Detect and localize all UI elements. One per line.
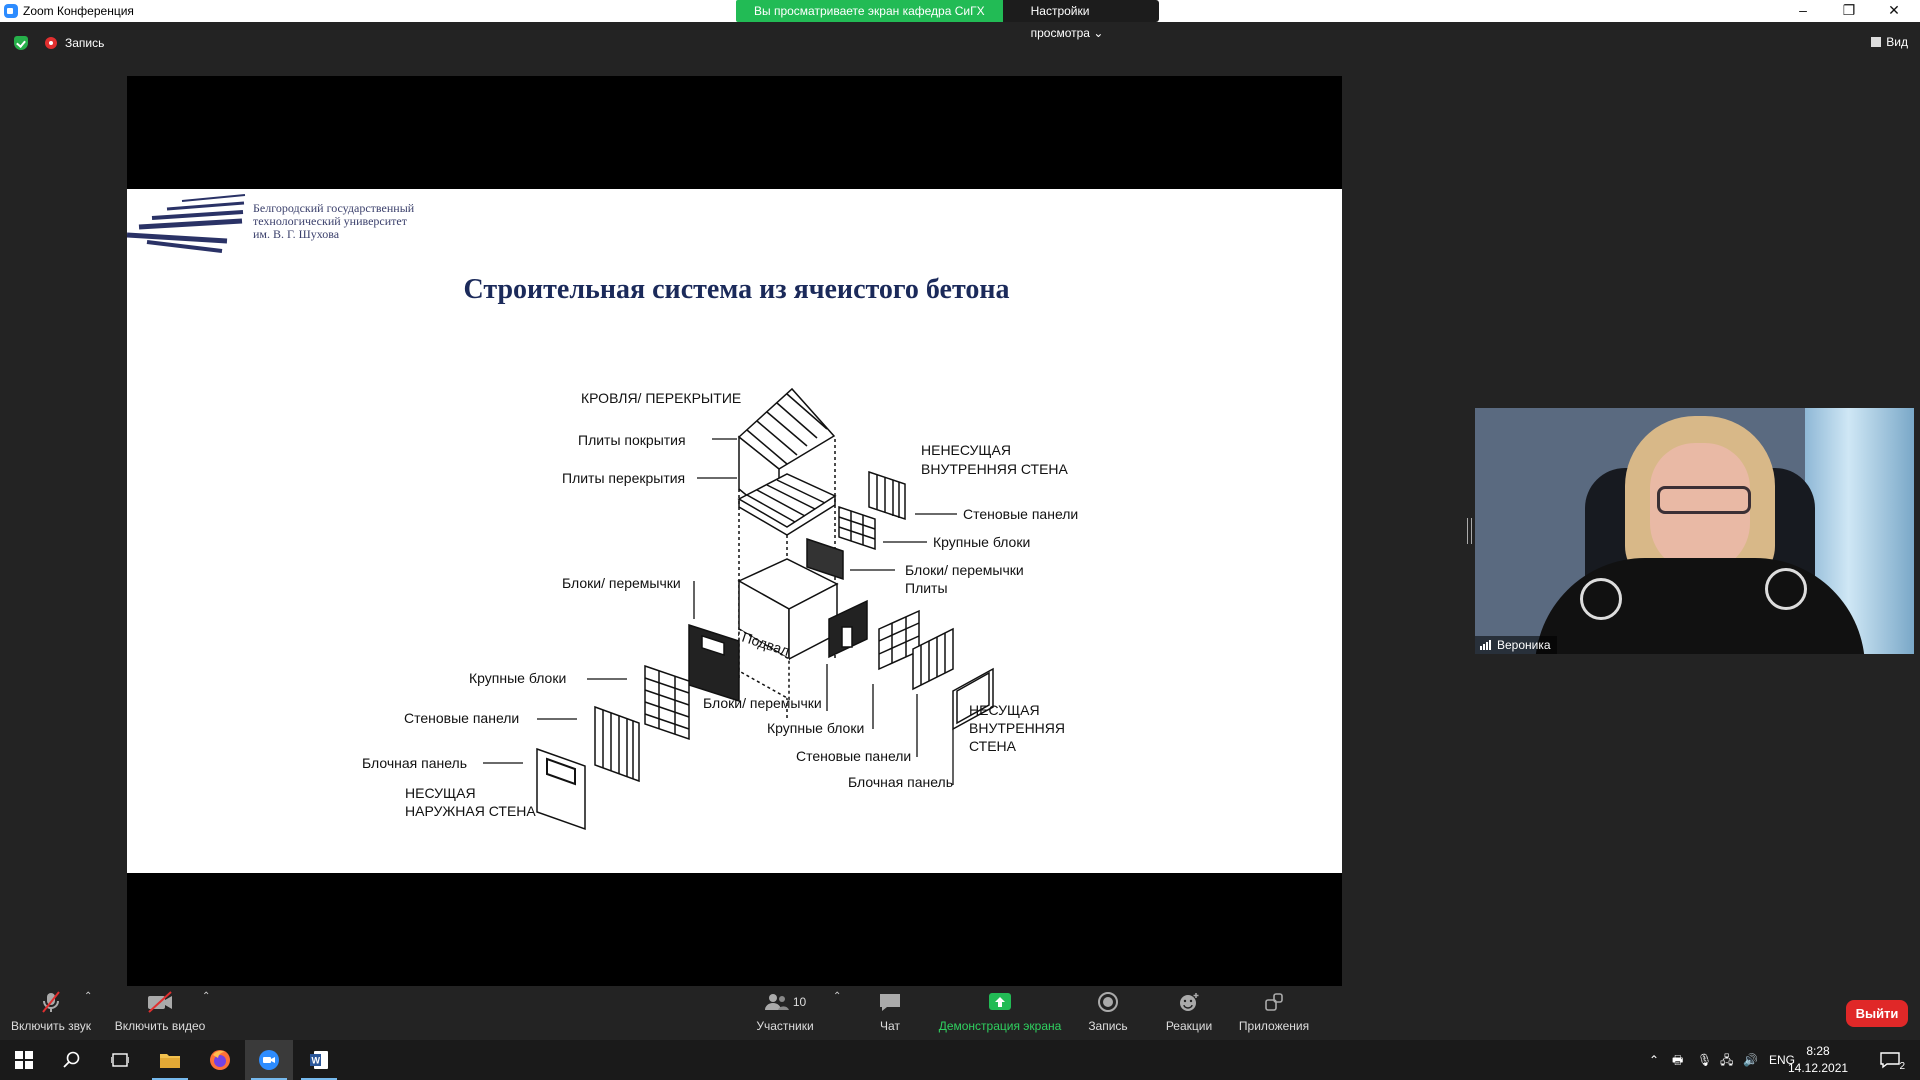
start-video-button[interactable] [112,988,211,1040]
share-screen-button[interactable] [933,988,1067,1040]
security-shield-icon[interactable] [14,36,28,50]
taskbar-file-explorer[interactable] [146,1040,194,1080]
printer-icon[interactable]: 🖶 [1672,1053,1684,1067]
firefox-icon [209,1049,231,1071]
zoom-app-icon [4,4,18,18]
shirt-pattern [1765,568,1807,610]
shirt-pattern [1580,578,1622,620]
label-blocks-lintels-bottom: Блоки/ перемычки [703,695,822,711]
grid-view-icon [1871,37,1881,47]
reactions-button[interactable] [1160,988,1218,1040]
block-panel-left-drawing [537,749,585,829]
label-floor-slabs: Плиты перекрытия [562,470,686,486]
zoom-icon [258,1049,280,1071]
share-banner [736,0,1159,40]
apps-icon [1263,991,1285,1013]
label-bearing-ext-1: НЕСУЩАЯ [405,785,476,801]
label-large-blocks-right: Крупные блоки [933,534,1031,550]
window-title: Zoom Конференция [23,4,134,18]
show-hidden-icons-chevron-icon[interactable]: ⌃ [1649,1053,1660,1067]
volume-icon[interactable]: 🔊 [1743,1053,1758,1067]
basement-drawing [739,559,837,699]
camera-off-icon [146,991,174,1013]
taskbar-word[interactable] [295,1040,343,1080]
folder-icon [159,1051,181,1069]
word-icon [308,1049,330,1071]
restore-icon[interactable]: ❐ [1842,2,1856,18]
label-wall-panels-bottom: Стеновые панели [796,748,912,764]
university-line-3: им. В. Г. Шухова [253,227,340,241]
label-nonbearing-2: ВНУТРЕННЯЯ СТЕНА [921,461,1068,477]
label-wall-panels-right: Стеновые панели [963,506,1079,522]
record-button[interactable] [1080,988,1136,1040]
label-wall-panels-left: Стеновые панели [404,710,520,726]
participants-icon [764,992,790,1012]
audio-options-chevron-icon[interactable]: ⌃ [84,991,93,1002]
participants-chevron-icon[interactable]: ⌃ [833,991,842,1002]
label-nonbearing-1: НЕНЕСУЩАЯ [921,442,1012,458]
view-label: Вид [1886,35,1908,49]
close-icon[interactable]: ✕ [1888,2,1900,18]
start-button[interactable] [0,1040,48,1080]
large-block-left-drawing [645,666,689,739]
label-bearing-int-2: ВНУТРЕННЯЯ [969,720,1066,736]
task-view-button[interactable] [96,1040,144,1080]
label-large-blocks-bottom: Крупные блоки [767,720,865,736]
university-line-2: технологический университет [253,214,407,228]
start-video-label: Включить видео [114,1019,206,1033]
share-screen-icon [987,991,1013,1013]
clock-time: 8:28 [1806,1044,1830,1058]
label-block-panel-bottom: Блочная панель [848,774,953,790]
notification-icon [1880,1051,1900,1069]
label-blocks-lintels-left: Блоки/ перемычки [562,575,681,591]
recording-label[interactable]: Запись [65,36,105,50]
share-screen-label: Демонстрация экрана [938,1019,1062,1033]
wall-panel-top-drawing [869,472,905,519]
large-block-top-drawing [839,507,875,549]
system-clock[interactable] [1788,1043,1848,1077]
notification-count: 2 [1899,1061,1905,1072]
participants-button[interactable] [750,988,820,1040]
participants-label: Участники [756,1019,814,1033]
notifications-button[interactable] [1866,1040,1914,1080]
presentation-slide [127,189,1342,873]
minimize-icon[interactable]: – [1799,2,1807,18]
windows-logo-icon [15,1051,33,1069]
label-bearing-int-1: НЕСУЩАЯ [969,702,1040,718]
unmute-button[interactable] [8,988,94,1040]
windows-taskbar [0,1040,1920,1080]
view-settings-dropdown[interactable] [1003,0,1159,40]
microphone-tray-icon[interactable]: 🎙 [1697,1053,1713,1067]
record-label: Запись [1088,1019,1128,1033]
leave-meeting-button[interactable]: Выйти [1846,1000,1908,1027]
wall-panel-left-drawing [595,707,639,781]
video-glasses [1657,486,1751,514]
chat-button[interactable] [860,988,920,1040]
signal-strength-icon [1480,640,1492,650]
recording-icon[interactable] [45,37,57,49]
block-with-window-drawing [689,625,739,701]
label-roof: КРОВЛЯ/ ПЕРЕКРЫТИЕ [581,390,742,406]
participant-name: Вероника [1497,638,1551,652]
participant-video[interactable] [1475,408,1914,654]
search-button[interactable] [48,1040,96,1080]
label-large-blocks-left: Крупные блоки [469,670,567,686]
window-title-bar [0,0,1920,40]
label-block-panel-left: Блочная панель [362,755,467,771]
unmute-label: Включить звук [10,1019,92,1033]
label-bearing-int-3: СТЕНА [969,738,1016,754]
chat-label: Чат [880,1019,900,1033]
record-icon [1097,991,1119,1013]
label-bearing-ext-2: НАРУЖНАЯ СТЕНА [405,803,536,819]
apps-label: Приложения [1238,1019,1310,1033]
meeting-toolbar [0,988,1920,1040]
view-settings-label: Настройки просмотра [1030,4,1090,40]
label-slabs-right: Плиты [905,580,948,596]
label-blocks-lintels-right: Блоки/ перемычки [905,562,1024,578]
svg-text:W: W [311,1055,320,1066]
microphone-muted-icon [39,990,63,1014]
view-button[interactable] [1871,35,1908,49]
task-view-icon [111,1051,129,1069]
label-basement: Подвал [740,628,792,659]
share-banner-text: Вы просматриваете экран кафедра СиГХ [736,0,1003,22]
emoji-reaction-icon [1177,991,1201,1013]
clock-date: 14.12.2021 [1788,1061,1849,1075]
chevron-down-icon: ⌄ [1093,26,1104,40]
participant-name-tag [1475,636,1557,654]
search-icon [63,1051,81,1069]
taskbar-zoom[interactable] [245,1040,293,1080]
label-cover-slabs: Плиты покрытия [578,432,686,448]
network-icon[interactable]: 🖧 [1720,1053,1734,1067]
shared-screen [127,76,1342,986]
video-options-chevron-icon[interactable]: ⌃ [202,991,211,1002]
reactions-label: Реакции [1165,1019,1213,1033]
apps-button[interactable] [1235,988,1313,1040]
university-line-1: Белгородский государственный [253,201,415,215]
participants-count: 10 [792,995,807,1009]
taskbar-firefox[interactable] [196,1040,244,1080]
language-indicator[interactable]: ENG [1769,1053,1796,1067]
building-system-diagram [127,189,1342,873]
slide-title: Строительная система из ячеистого бетона [463,274,1010,305]
chat-icon [878,991,902,1013]
splitter-handle[interactable] [1467,518,1472,544]
